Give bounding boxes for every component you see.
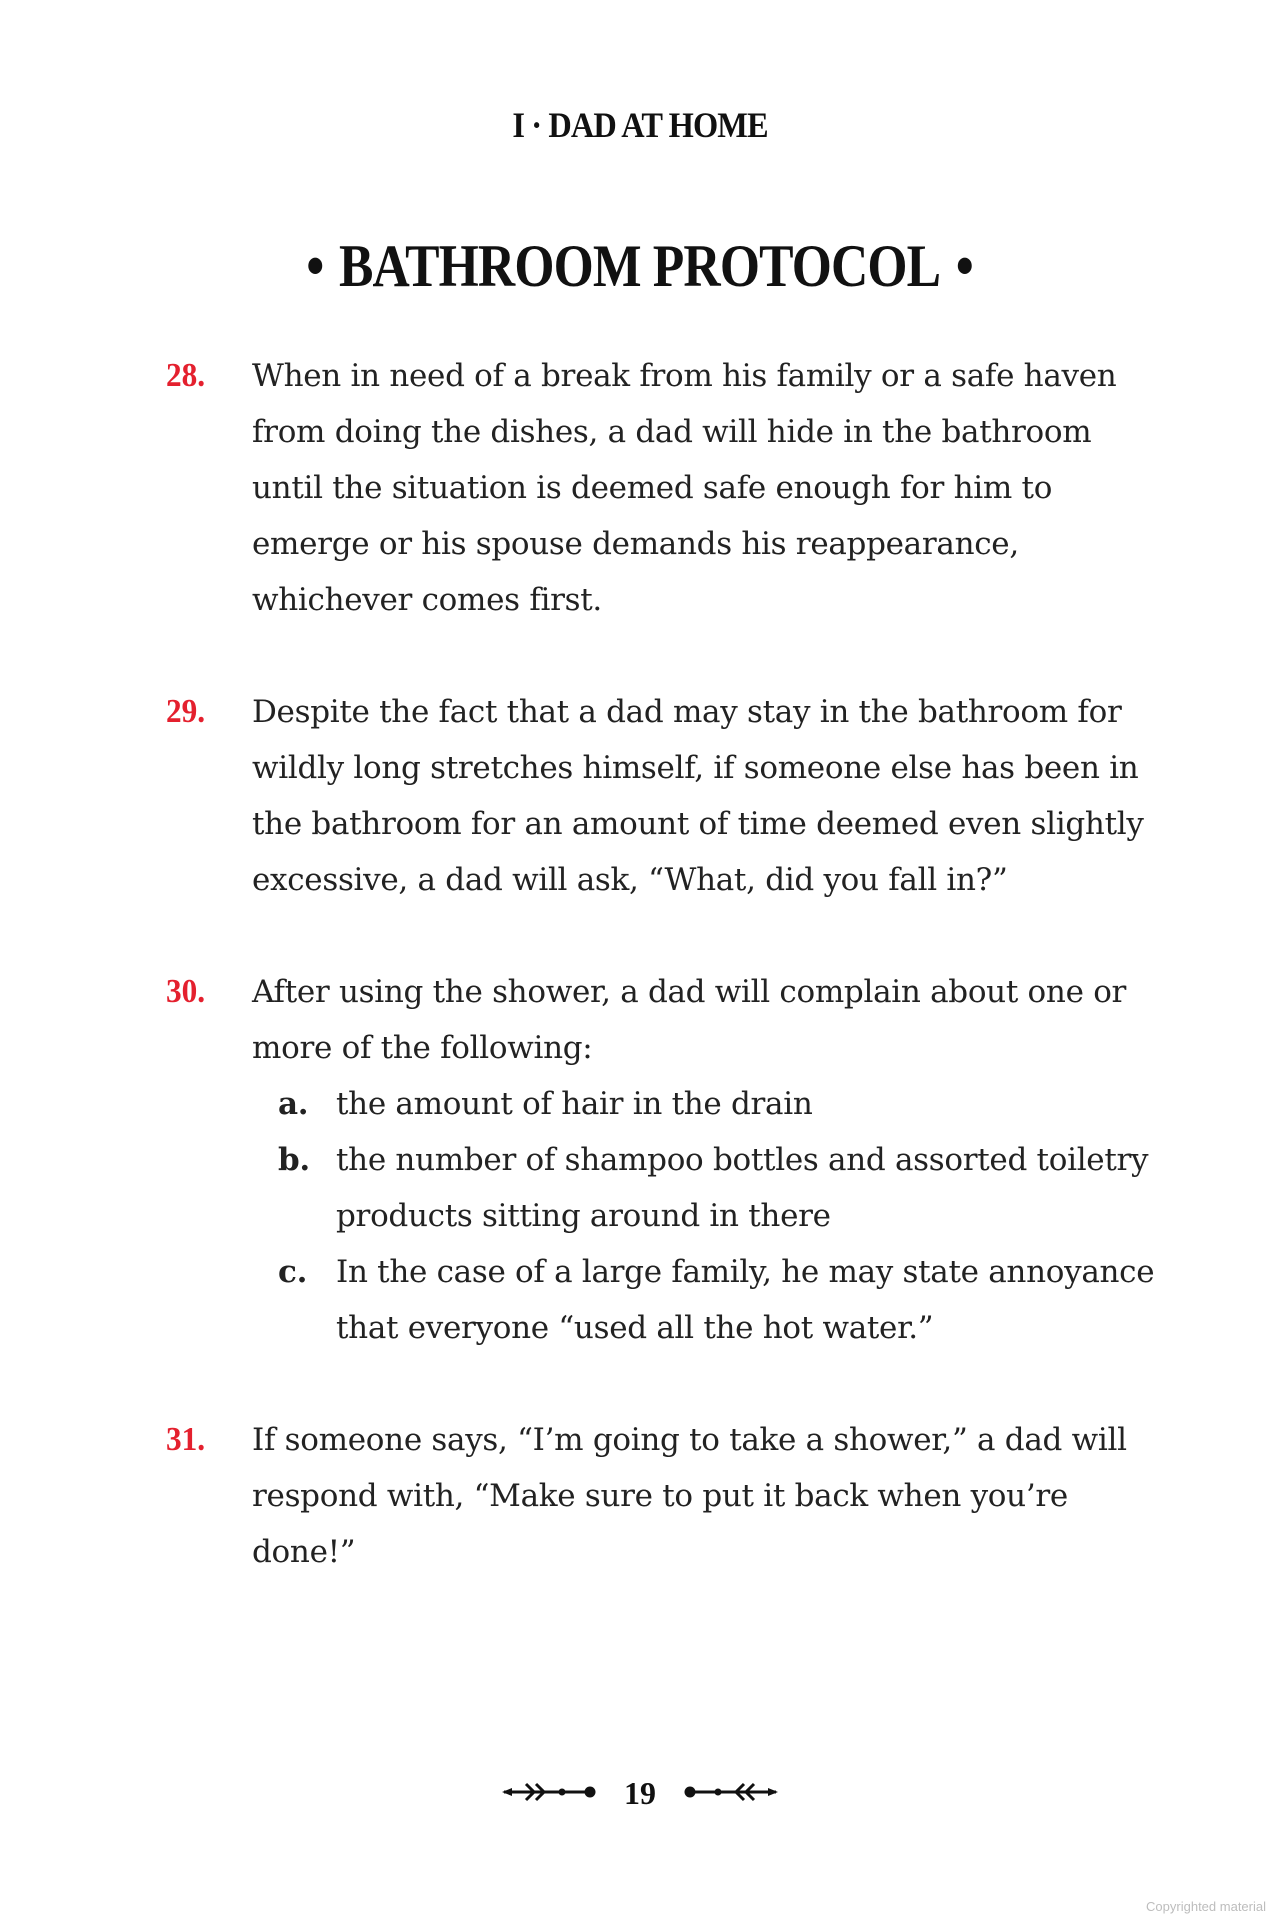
sub-item-text: the number of shampoo bottles and assorted toiletry products sitting around in there bbox=[336, 1142, 1149, 1234]
entry-number: 28. bbox=[166, 357, 206, 394]
entry-number: 29. bbox=[166, 693, 206, 730]
entry-29 bbox=[166, 684, 1156, 908]
entry-number: 31. bbox=[166, 1421, 206, 1458]
sub-item-c bbox=[278, 1244, 1156, 1356]
entry-number: 30. bbox=[166, 973, 206, 1010]
entry-text: If someone says, “I’m going to take a shower,” a dad will respond with, “Make sure to put it back when you’re done!” bbox=[252, 1422, 1127, 1570]
sub-item-letter: a. bbox=[278, 1086, 309, 1122]
sub-item-text: In the case of a large family, he may state annoyance that everyone “used all the hot water.” bbox=[336, 1254, 1155, 1346]
entry-31 bbox=[166, 1412, 1156, 1580]
section-title-text: BATHROOM PROTOCOL bbox=[339, 233, 941, 299]
page-number: 19 bbox=[624, 1775, 656, 1812]
arrow-ornament-right-icon bbox=[682, 1775, 778, 1812]
entry-text: When in need of a break from his family or a safe haven from doing the dishes, a dad will hide in the bathroom until the situation is deemed safe enough for him to emerge or his spouse demands his reappearance, whichever comes first. bbox=[252, 358, 1117, 618]
entry-text: Despite the fact that a dad may stay in the bathroom for wildly long stretches himself, if someone else has been in the bathroom for an amount of time deemed even slightly excessive, a dad will ask, “What, did you fall in?” bbox=[252, 694, 1144, 898]
running-head: I · DAD AT HOME bbox=[512, 105, 768, 145]
entry-30 bbox=[166, 964, 1156, 1372]
entry-28 bbox=[166, 348, 1156, 628]
title-bullet-left: • bbox=[306, 233, 324, 299]
sub-item-letter: b. bbox=[278, 1142, 310, 1178]
sub-item-letter: c. bbox=[278, 1254, 308, 1290]
sub-item-b bbox=[278, 1132, 1156, 1244]
arrow-ornament-left-icon bbox=[502, 1775, 598, 1812]
sub-item-text: the amount of hair in the drain bbox=[336, 1086, 813, 1122]
page-footer bbox=[0, 1772, 1280, 1812]
entry-text: After using the shower, a dad will complain about one or more of the following: bbox=[252, 974, 1127, 1066]
sub-item-a bbox=[278, 1076, 1156, 1132]
copyright-watermark: Copyrighted material bbox=[1146, 1899, 1266, 1914]
sub-list bbox=[278, 1076, 1156, 1356]
title-bullet-right: • bbox=[956, 233, 974, 299]
section-title bbox=[0, 232, 1280, 301]
